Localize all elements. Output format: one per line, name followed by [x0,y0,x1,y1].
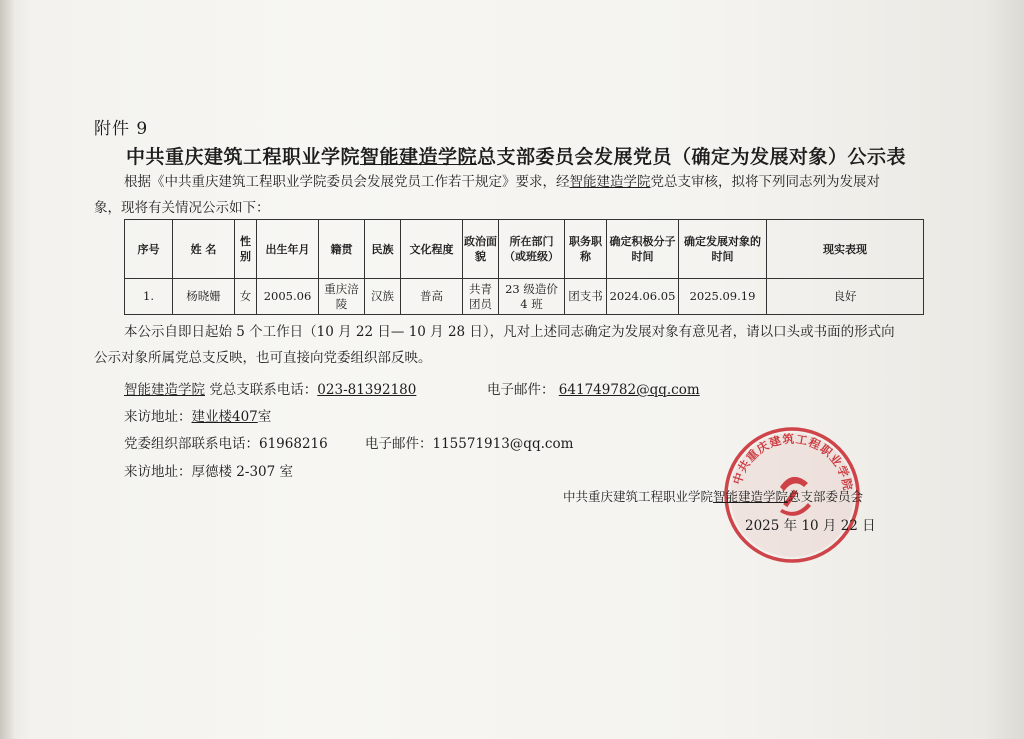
header-cell: 确定发展对象的时间 [679,220,767,279]
attachment-label: 附件 9 [94,119,149,139]
header-cell: 所在部门（或班级） [499,220,565,279]
header-cell: 籍贯 [319,220,365,279]
signature-org [563,487,863,505]
table-row [125,279,924,315]
header-cell: 出生年月 [257,220,319,279]
org-phone-label: 党委组织部联系电话： [124,436,259,452]
cell-gender: 女 [235,279,257,315]
header-cell: 文化程度 [401,220,463,279]
seal-text: 中共重庆建筑工程职业学院 [730,431,856,493]
signature-date: 2025 年 10 月 22 日 [745,518,876,534]
college-email-label: 电子邮件： [487,382,555,398]
visit2-label: 来访地址： [124,464,192,480]
document-title [126,142,906,169]
intro-college: 智能建造学院 [569,174,651,190]
visit1-room: 407 [232,409,258,425]
signature-college: 智能建造学院 [713,489,789,504]
cell-political-status: 共青团员 [463,279,499,315]
org-contact-line [124,432,328,452]
visit-address-line-1 [124,405,271,425]
visit1-suffix: 室 [257,409,272,425]
intro-text-b: 党总支审核，拟将下列同志列为发展对 [650,174,880,190]
college-contact-line [124,378,416,398]
header-cell: 性别 [235,220,257,279]
college-email: 641749782@qq.com [558,382,700,398]
header-cell: 民族 [365,220,401,279]
intro-line-2: 象，现将有关情况公示如下： [94,200,270,216]
cell-candidate-date: 2025.09.19 [679,279,767,315]
title-prefix: 中共重庆建筑工程职业学院 [126,146,361,168]
visit1-building: 建业楼 [191,409,232,425]
notice-line-1: 本公示自即日起始 5 个工作日（10 月 22 日— 10 月 28 日），凡对上述同志确定为发展对象有意见者，请以口头或书面的形式向 [124,324,895,340]
header-cell: 确定积极分子时间 [607,220,679,279]
signature-prefix: 中共重庆建筑工程职业学院 [563,489,714,504]
header-cell: 职务职称 [565,220,607,279]
candidate-table [124,219,924,315]
cell-department: 23 级造价 4 班 [499,279,565,315]
table-header-row [125,220,924,279]
cell-activist-date: 2024.06.05 [607,279,679,315]
cell-name: 杨晓姗 [173,279,235,315]
cell-native-place: 重庆涪陵 [319,279,365,315]
header-cell: 政治面貌 [463,220,499,279]
notice-line-2: 公示对象所属党总支反映，也可直接向党委组织部反映。 [94,350,432,366]
page-edge-shadow [0,0,14,739]
org-email-label: 电子邮件： [365,436,433,452]
title-college: 智能建造学院 [360,146,478,168]
cell-ethnicity: 汉族 [365,279,401,315]
header-cell: 序号 [125,220,173,279]
signature-suffix: 总支部委员会 [788,489,864,504]
cell-index: 1. [125,279,173,315]
college-phone-label: 党总支联系电话： [209,382,318,398]
cell-birth: 2005.06 [257,279,319,315]
intro-line-1 [124,172,880,192]
cell-performance: 良好 [767,279,924,315]
title-suffix: 总支部委员会发展党员（确定为发展对象）公示表 [477,146,907,168]
intro-text-a: 根据《中共重庆建筑工程职业学院委员会发展党员工作若干规定》要求，经 [124,174,570,190]
org-email: 115571913@qq.com [432,436,574,452]
cell-education: 普高 [401,279,463,315]
header-cell: 姓 名 [173,220,235,279]
header-cell: 现实表现 [767,220,924,279]
college-email-line [487,378,700,398]
org-phone: 61968216 [259,436,328,452]
visit1-label: 来访地址： [124,409,192,425]
visit-address-line-2 [124,460,293,480]
org-email-line [365,432,573,452]
college-phone: 023-81392180 [317,382,417,398]
contact-college: 智能建造学院 [124,382,205,398]
visit2-address: 厚德楼 2-307 室 [191,464,294,480]
cell-position: 团支书 [565,279,607,315]
